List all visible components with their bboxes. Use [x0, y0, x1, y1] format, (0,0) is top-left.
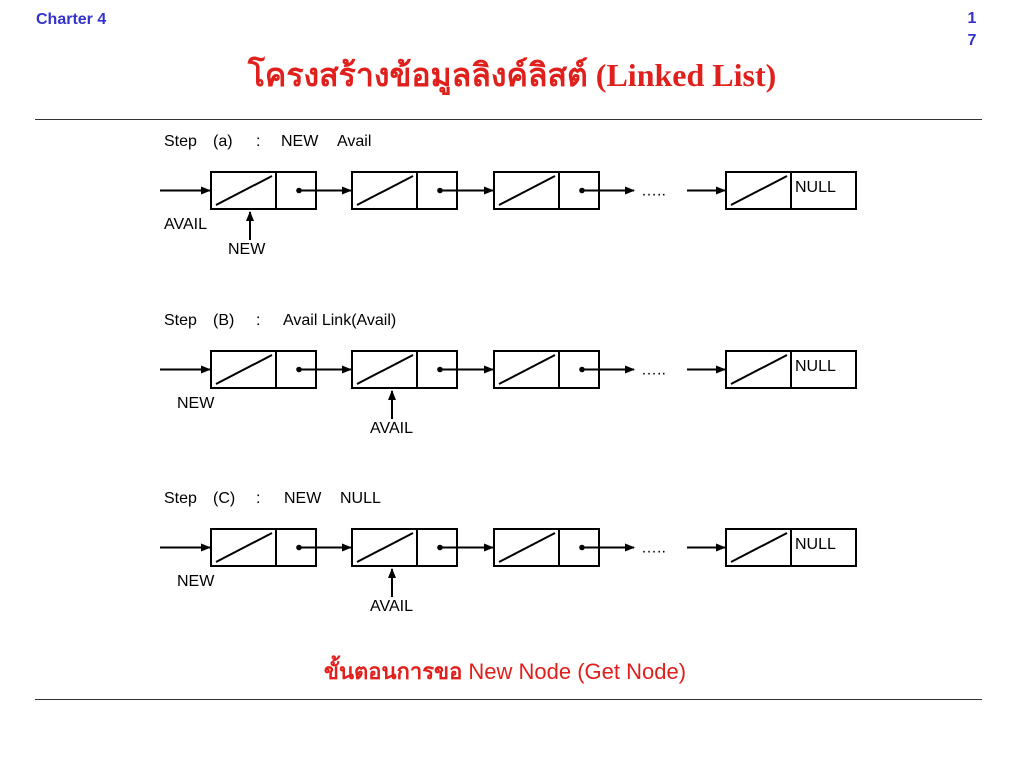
step-label-part: Avail — [337, 133, 372, 150]
step-label-part: : — [256, 312, 261, 329]
step-label-part: (a) — [213, 133, 233, 150]
chapter-label: Charter 4 — [36, 11, 107, 28]
step-label-part: : — [256, 133, 261, 150]
step-label-part: NEW — [284, 490, 322, 507]
ellipsis-label: ….. — [641, 361, 666, 379]
step-2-group — [160, 312, 856, 437]
pointer-label: NEW — [228, 241, 266, 258]
pointer-label: AVAIL — [370, 420, 413, 437]
slide-title: โครงสร้างข้อมูลลิงค์ลิสต์ (Linked List) — [247, 57, 777, 93]
page-number-digit-1: 1 — [967, 10, 977, 27]
null-label: NULL — [795, 358, 836, 375]
left-pointer-label: AVAIL — [164, 216, 207, 233]
step-label-part: (C) — [213, 490, 236, 507]
step-3-group — [160, 490, 856, 615]
step-label-part: Step — [164, 312, 197, 329]
step-label-part: : — [256, 490, 261, 507]
left-pointer-label: NEW — [177, 573, 215, 590]
ellipsis-label: ….. — [641, 539, 666, 557]
caption-english: New Node (Get Node) — [468, 659, 687, 684]
slide-caption — [0, 654, 1010, 689]
step-label-part: Step — [164, 133, 197, 150]
step-label-part: NULL — [340, 490, 381, 507]
caption-thai: ขั้นตอนการขอ — [323, 660, 463, 685]
step-label-part: Step — [164, 490, 197, 507]
pointer-label: AVAIL — [370, 598, 413, 615]
step-1-group — [160, 133, 856, 258]
step-label-part: NEW — [281, 133, 319, 150]
page-number-digit-2: 7 — [967, 32, 977, 49]
ellipsis-label: ….. — [641, 182, 666, 200]
step-label-part: Avail Link(Avail) — [283, 312, 397, 329]
left-pointer-label: NEW — [177, 395, 215, 412]
step-label-part: (B) — [213, 312, 235, 329]
bottom-divider — [35, 699, 982, 700]
null-label: NULL — [795, 536, 836, 553]
null-label: NULL — [795, 179, 836, 196]
